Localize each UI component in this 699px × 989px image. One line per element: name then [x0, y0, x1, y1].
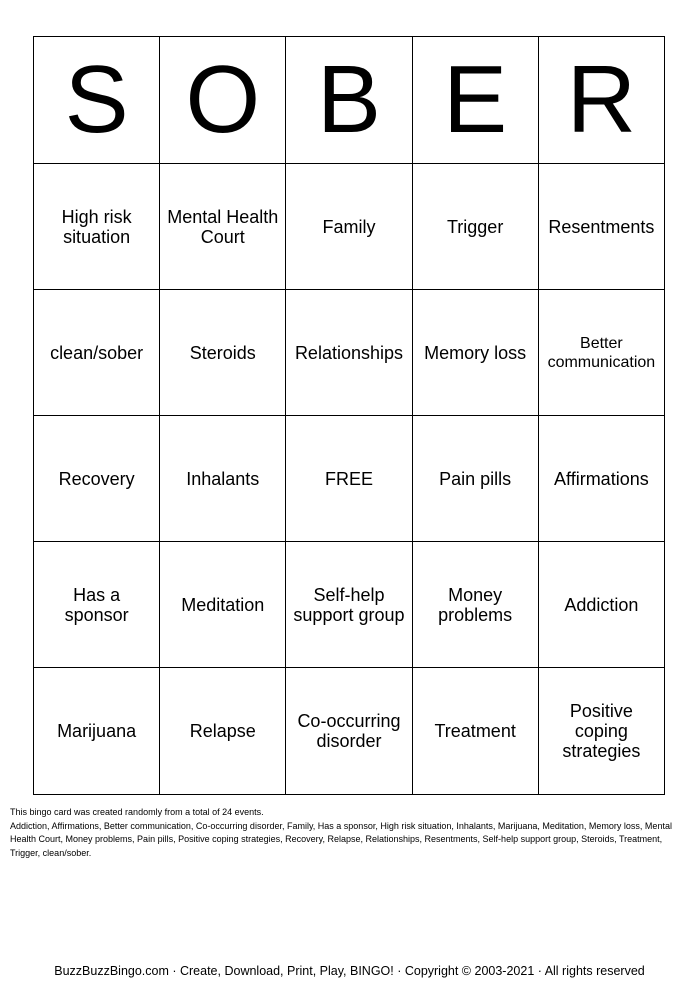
card-cell: Recovery — [34, 416, 160, 542]
header-row — [34, 37, 665, 164]
card-row — [34, 542, 665, 668]
card-cell: Better communication — [538, 290, 664, 416]
header-letter-r: R — [538, 37, 664, 164]
card-cell: Has a sponsor — [34, 542, 160, 668]
card-cell: Positive coping strategies — [538, 668, 664, 795]
card-cell: Self-help support group — [286, 542, 412, 668]
card-cell: Affirmations — [538, 416, 664, 542]
free-cell: FREE — [286, 416, 412, 542]
event-list: Addiction, Affirmations, Better communication, Co-occurring disorder, Family, Has a sponsor, High risk situation, Inhalants, Marijuana, Meditation, Memory loss, Mental Health Court, Money problems, Pain pills, Positive coping strategies, Recovery, Relapse, Relationships, Resentments, Self-help support group, Steroids, Treatment, Trigger, clean/sober. — [10, 820, 672, 858]
card-cell: Mental Health Court — [160, 164, 286, 290]
header-letter-o: O — [160, 37, 286, 164]
header-letter-e: E — [412, 37, 538, 164]
card-cell: Inhalants — [160, 416, 286, 542]
card-cell: Trigger — [412, 164, 538, 290]
card-cell: Treatment — [412, 668, 538, 795]
header-letter-b: B — [286, 37, 412, 164]
card-row — [34, 416, 665, 542]
card-cell: Relapse — [160, 668, 286, 795]
card-cell: Meditation — [160, 542, 286, 668]
header-letter-s: S — [34, 37, 160, 164]
card-cell: clean/sober — [34, 290, 160, 416]
card-cell: Money problems — [412, 542, 538, 668]
card-row — [34, 164, 665, 290]
card-cell: Resentments — [538, 164, 664, 290]
card-cell: Co-occurring disorder — [286, 668, 412, 795]
bingo-card — [33, 36, 665, 795]
card-cell: Pain pills — [412, 416, 538, 542]
card-summary: This bingo card was created randomly from a total of 24 events. — [10, 807, 264, 817]
card-cell: Steroids — [160, 290, 286, 416]
card-cell: Relationships — [286, 290, 412, 416]
site-footer: BuzzBuzzBingo.com · Create, Download, Print, Play, BINGO! · Copyright © 2003-2021 · All rights reserved — [54, 964, 645, 978]
card-cell: High risk situation — [34, 164, 160, 290]
card-info — [10, 806, 690, 860]
card-cell: Addiction — [538, 542, 664, 668]
card-cell: Memory loss — [412, 290, 538, 416]
card-row — [34, 668, 665, 795]
card-cell: Marijuana — [34, 668, 160, 795]
card-row — [34, 290, 665, 416]
card-cell: Family — [286, 164, 412, 290]
